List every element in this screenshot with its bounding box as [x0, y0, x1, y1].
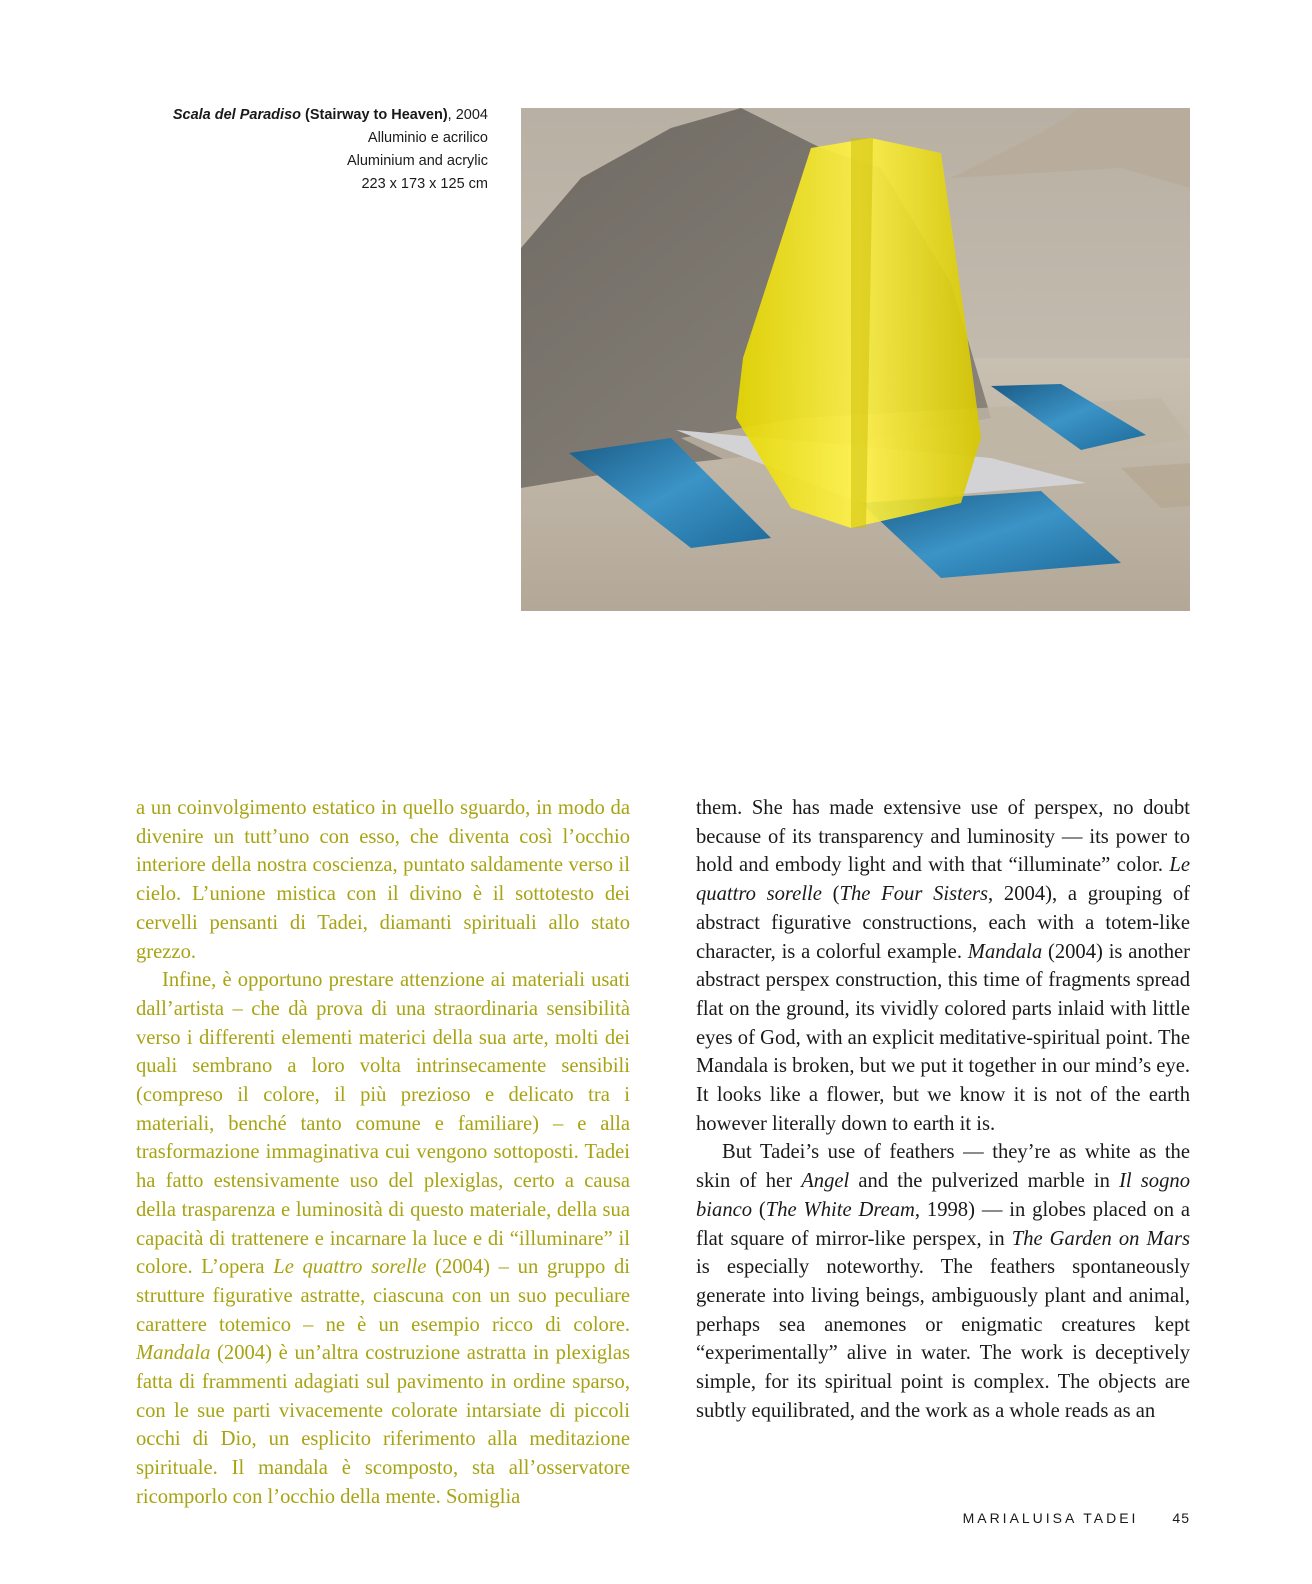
page-number: 45 — [1172, 1510, 1190, 1526]
artwork-title: Scala del Paradiso — [172, 107, 301, 123]
italian-paragraph-1: a un coinvolgimento estatico in quello sguardo, in modo da divenire un tutt’uno con esso, che diventa così l’occhio interiore della nostra coscienza, puntato saldamente verso il cielo. L’unione mistica con il divino è il sottotesto dei cervelli pensanti di Tadei, diamanti spirituali allo stato grezzo. — [136, 797, 630, 963]
italian-p2-text-a: Infine, è opportuno prestare attenzione ai materiali usati dall’artista – che dà prova di una straordinaria sensibilità verso i differenti elementi materici della sua arte, molti dei quali sembrano a loro volta intrinsecamente sensibili (compreso il colore, il più prezioso e delicato tra i materiali, benché tanto comune e familiare) – e alla trasformazione immaginativa cui vengono sottoposti. Tadei ha fatto estensivamente uso del plexiglas, certo a causa della trasparenza e luminosità di questo materiale, della sua capacità di trattenere e incarnare la luce e di “illuminare” il colore. L’opera — [136, 969, 630, 1279]
artwork-caption — [150, 104, 488, 196]
english-p1-title-quattro-sorelle: Le quattro sorelle — [696, 854, 1190, 906]
english-text-column — [696, 794, 1190, 1425]
italian-text-column — [136, 794, 630, 1512]
english-p2-title-angel: Angel — [801, 1170, 850, 1193]
page-footer — [963, 1510, 1190, 1526]
english-p1-text-b: ( — [821, 883, 840, 906]
english-p2-text-c: ( — [752, 1198, 766, 1221]
english-p1-text-c: , 2004), a grouping of abstract figurative constructions, each with a totem-like character, is a colorful example. — [696, 883, 1190, 963]
english-p1-text-a: them. She has made extensive use of perspex, no doubt because of its transparency and luminosity — its power to hold and embody light and with that “illuminate” color. — [696, 797, 1190, 877]
english-p1-text-d: (2004) is another abstract perspex construction, this time of fragments spread flat on the ground, its vividly colored parts inlaid with little eyes of God, with an explicit meditative-spiritual point. The Mandala is broken, but we put it together in our mind’s eye. It looks like a flower, but we know it is not of the earth however literally down to earth it is. — [696, 940, 1190, 1135]
english-p2-title-white-dream: The White Dream — [765, 1198, 915, 1221]
artwork-dimensions: 223 x 173 x 125 cm — [361, 176, 488, 192]
english-p2-text-b: and the pulverized marble in — [849, 1170, 1120, 1193]
artwork-title-translation: (Stairway to Heaven) — [305, 107, 448, 123]
italian-p2-text-c: (2004) è un’altra costruzione astratta in plexiglas fatta di frammenti adagiati sul pavimento in ordine sparso, con le sue parti vivacemente colorate intarsiate di piccoli occhi di Dio, un esplicito riferimento alla meditazione spirituale. Il mandala è scomposto, sta all’osservatore ricomporlo con l’occhio della mente. Somiglia — [136, 1342, 630, 1508]
english-p2-title-sogno-bianco: Il sogno bianco — [696, 1170, 1190, 1221]
running-author-name: MARIALUISA TADEI — [962, 1510, 1139, 1526]
english-p1-title-four-sisters: The Four Sisters — [839, 883, 989, 906]
artwork-material-english: Aluminium and acrylic — [346, 153, 488, 169]
artwork-photo — [521, 108, 1190, 611]
english-paragraph-1 — [696, 794, 1190, 1138]
english-paragraph-2 — [696, 1138, 1190, 1425]
italian-paragraph-2 — [136, 966, 630, 1511]
caption-title-line — [150, 104, 488, 127]
italian-p2-text-b: (2004) – un gruppo di strutture figurative astratte, ciascuna con un suo peculiare carattere totemico – ne è un esempio ricco di colore. — [136, 1256, 630, 1336]
sculpture-photo-illustration — [521, 108, 1190, 611]
english-p2-text-e: is especially noteworthy. The feathers spontaneously generate into living beings, ambiguously plant and animal, perhaps sea anemones or enigmatic creatures kept “experimentally” alive in water. The work is deceptively simple, for its spiritual point is complex. The objects are subtly equilibrated, and the work as a whole reads as an — [696, 1256, 1190, 1422]
artwork-material-italian: Alluminio e acrilico — [367, 130, 488, 146]
english-p2-text-a: But Tadei’s use of feathers — they’re as white as the skin of her — [696, 1141, 1190, 1193]
english-p2-text-d: , 1998) — in globes placed on a flat square of mirror-like perspex, in — [696, 1198, 1190, 1250]
italian-p2-title-quattro-sorelle: Le quattro sorelle — [273, 1256, 427, 1279]
italian-p2-title-mandala: Mandala — [136, 1342, 211, 1365]
english-p1-title-mandala: Mandala — [967, 940, 1043, 963]
english-p2-title-garden-on-mars: The Garden on Mars — [1011, 1227, 1190, 1250]
artwork-year: , 2004 — [447, 107, 488, 123]
